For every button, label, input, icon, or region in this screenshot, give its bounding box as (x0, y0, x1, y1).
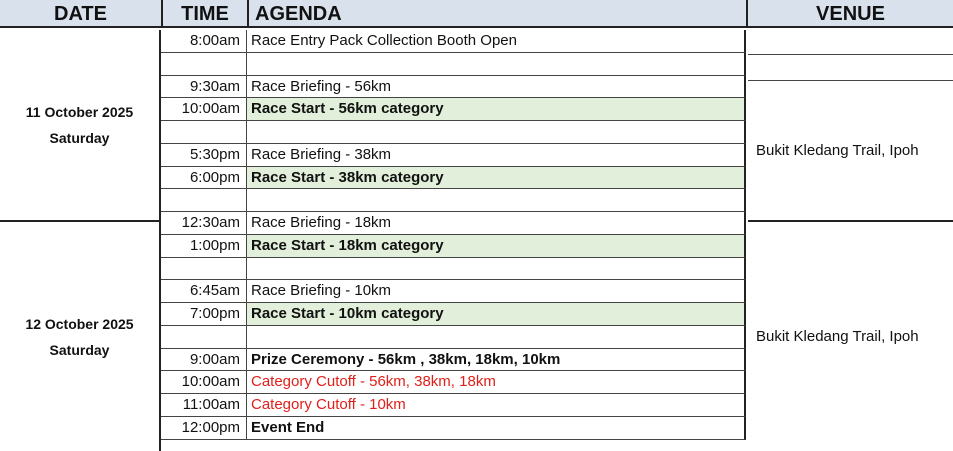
time-cell (161, 258, 247, 281)
agenda-cell: Event End (247, 417, 746, 440)
time-cell: 7:00pm (161, 303, 247, 326)
date-cell-day-2 (0, 222, 161, 451)
agenda-cell (247, 53, 746, 76)
header-time: TIME (161, 0, 247, 28)
time-cell: 1:00pm (161, 235, 247, 258)
venue-blank-cell (748, 30, 953, 55)
agenda-cell: Race Start - 38km category (247, 167, 746, 190)
time-cell (161, 189, 247, 212)
agenda-cell: Race Start - 18km category (247, 235, 746, 258)
venue-blank-cell (748, 55, 953, 81)
time-cell: 9:30am (161, 76, 247, 99)
time-cell: 10:00am (161, 371, 247, 394)
day-2-weekday: Saturday (49, 341, 110, 358)
time-cell: 10:00am (161, 98, 247, 121)
time-cell (161, 326, 247, 349)
day-2-date: 12 October 2025 (25, 315, 134, 332)
venue-cell-day-1: Bukit Kledang Trail, Ipoh (748, 81, 953, 222)
time-cell (161, 121, 247, 144)
time-cell: 8:00am (161, 30, 247, 53)
venue-cell-day-2: Bukit Kledang Trail, Ipoh (756, 328, 919, 345)
time-cell: 11:00am (161, 394, 247, 417)
time-cell (161, 53, 247, 76)
agenda-cell: Race Briefing - 18km (247, 212, 746, 235)
time-cell: 9:00am (161, 349, 247, 372)
time-cell: 6:45am (161, 280, 247, 303)
agenda-cell: Prize Ceremony - 56km , 38km, 18km, 10km (247, 349, 746, 372)
agenda-cell: Category Cutoff - 10km (247, 394, 746, 417)
header-venue: VENUE (746, 0, 953, 28)
time-cell: 12:00pm (161, 417, 247, 440)
agenda-cell (247, 189, 746, 212)
agenda-cell: Race Briefing - 38km (247, 144, 746, 167)
day-1-date: 11 October 2025 (25, 104, 134, 120)
agenda-cell (247, 258, 746, 281)
time-column (161, 30, 247, 440)
agenda-cell: Race Briefing - 10km (247, 280, 746, 303)
header-agenda: AGENDA (247, 0, 746, 28)
header-date: DATE (0, 0, 161, 28)
agenda-cell (247, 326, 746, 349)
agenda-cell: Race Start - 56km category (247, 98, 746, 121)
time-cell: 6:00pm (161, 167, 247, 190)
agenda-cell: Race Start - 10km category (247, 303, 746, 326)
agenda-cell: Race Entry Pack Collection Booth Open (247, 30, 746, 53)
agenda-cell: Race Briefing - 56km (247, 76, 746, 99)
agenda-cell (247, 121, 746, 144)
time-cell: 5:30pm (161, 144, 247, 167)
date-cell-day-1 (0, 30, 161, 222)
time-cell: 12:30am (161, 212, 247, 235)
agenda-column (247, 30, 746, 440)
day-1-weekday: Saturday (49, 130, 110, 146)
agenda-cell: Category Cutoff - 56km, 38km, 18km (247, 371, 746, 394)
